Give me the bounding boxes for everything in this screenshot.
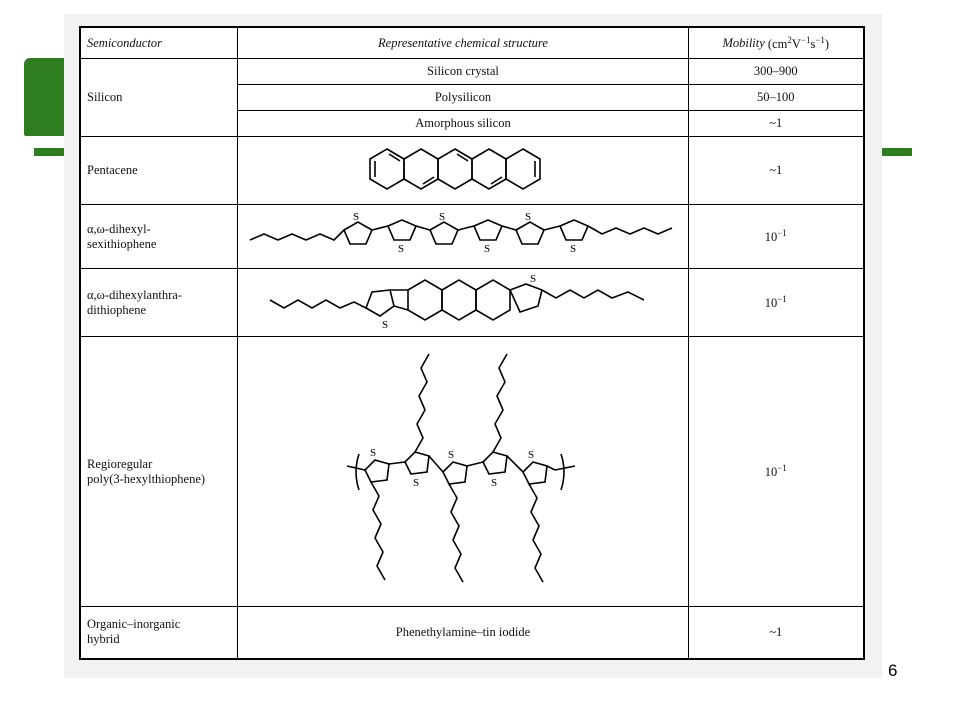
mobility-pentacene: ~1 <box>688 137 864 205</box>
row-name-pentacene: Pentacene <box>80 137 238 205</box>
row-name-silicon: Silicon <box>80 59 238 137</box>
atom-label-s: S <box>412 476 420 489</box>
mobility-silicon-crystal: 300–900 <box>688 59 864 85</box>
row-name-p3ht: Regioregular poly(3-hexylthiophene) <box>80 337 238 607</box>
semiconductor-mobility-table <box>79 26 865 660</box>
mobility-hybrid: ~1 <box>688 607 864 659</box>
atom-label-s: S <box>438 210 446 223</box>
structure-hybrid: Phenethylamine–tin iodide <box>238 607 688 659</box>
atom-label-s: S <box>447 448 455 461</box>
table-row <box>80 59 864 85</box>
structure-anthradithiophene <box>238 269 688 337</box>
page-number: 6 <box>888 661 898 680</box>
row-name-sexithiophene: α,ω-dihexyl- sexithiophene <box>80 205 238 269</box>
structure-silicon-crystal: Silicon crystal <box>238 59 688 85</box>
mobility-anthradithiophene: $10^{-1}$ <box>688 269 864 337</box>
mobility-polysilicon: 50–100 <box>688 85 864 111</box>
table-row <box>80 137 864 205</box>
mobility-p3ht: $10^{-1}$ <box>688 337 864 607</box>
atom-label-s: S <box>352 210 360 223</box>
table-row <box>80 205 864 269</box>
mobility-sexithiophene: $10^{-1}$ <box>688 205 864 269</box>
structure-polysilicon: Polysilicon <box>238 85 688 111</box>
atom-label-s: S <box>569 242 577 255</box>
structure-sexithiophene <box>238 205 688 269</box>
atom-label-s: S <box>529 272 537 285</box>
table-header-row <box>80 27 864 59</box>
row-name-hybrid: Organic–inorganic hybrid <box>80 607 238 659</box>
anthradithiophene-structure-image <box>268 272 658 334</box>
atom-label-s: S <box>483 242 491 255</box>
table-row <box>80 269 864 337</box>
table-row <box>80 607 864 659</box>
atom-label-s: S <box>369 446 377 459</box>
atom-label-s: S <box>397 242 405 255</box>
header-semiconductor: Semiconductor <box>80 27 238 59</box>
atom-label-s: S <box>490 476 498 489</box>
atom-label-s: S <box>527 448 535 461</box>
mobility-amorphous-silicon: ~1 <box>688 111 864 137</box>
header-mobility: Mobility $(cm^2V^{-1}s^{-1})$ <box>688 27 864 59</box>
structure-amorphous-silicon: Amorphous silicon <box>238 111 688 137</box>
structure-p3ht <box>238 337 688 607</box>
table-row <box>80 337 864 607</box>
atom-label-s: S <box>381 318 389 331</box>
structure-pentacene <box>238 137 688 205</box>
p3ht-structure-image <box>343 344 583 600</box>
header-structure: Representative chemical structure <box>238 27 688 59</box>
pentacene-structure-image <box>368 141 558 201</box>
row-name-anthradithiophene: α,ω-dihexylanthra- dithiophene <box>80 269 238 337</box>
sexithiophene-structure-image <box>248 208 678 266</box>
atom-label-s: S <box>524 210 532 223</box>
